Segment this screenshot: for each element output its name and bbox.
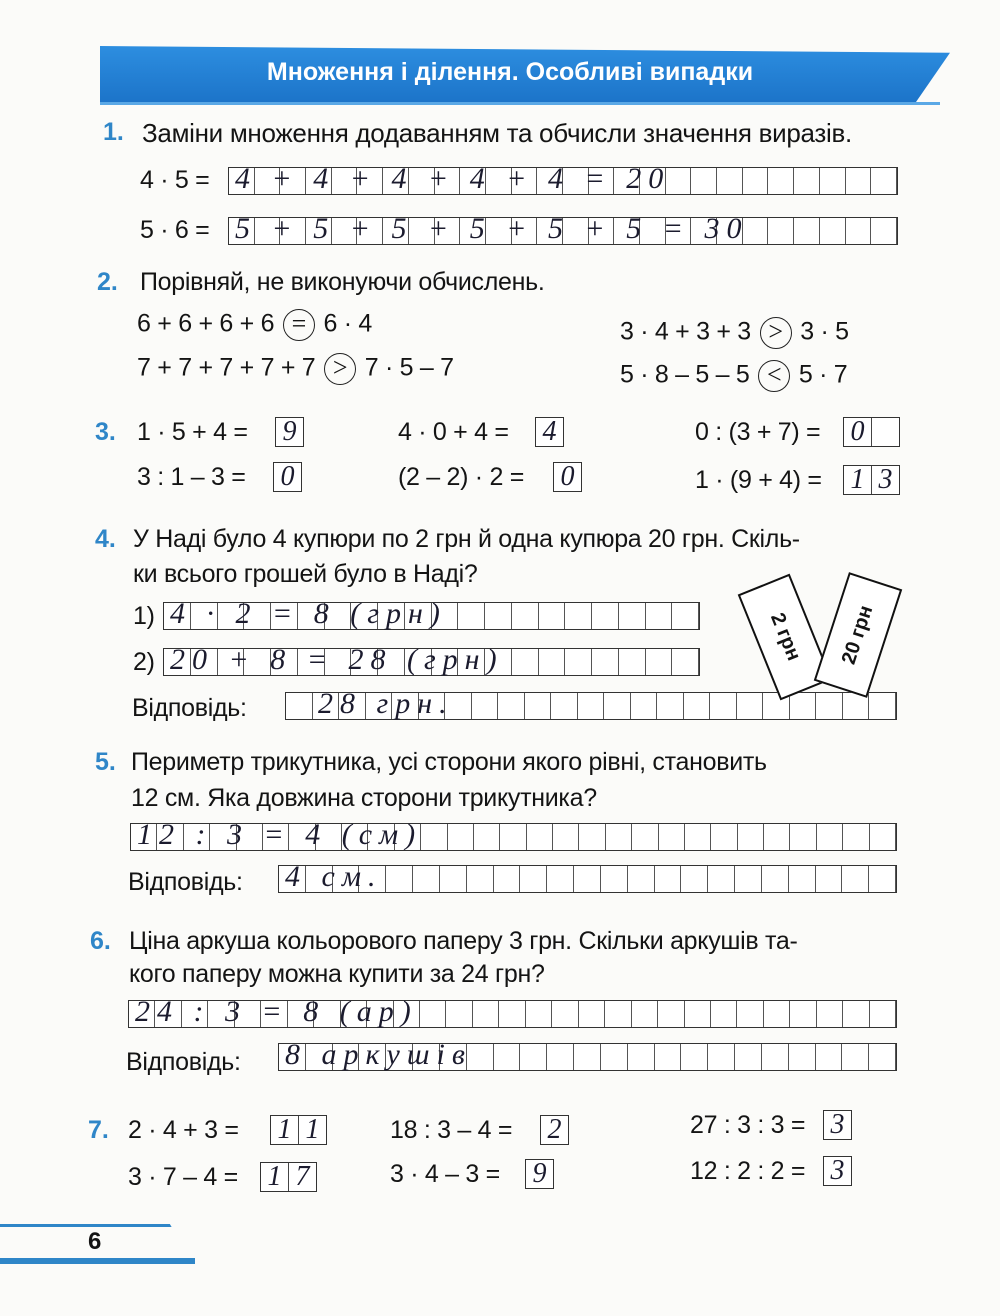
comparison-item <box>620 317 849 349</box>
equation-label: 1 · (9 + 4) = <box>695 466 822 494</box>
comparison-left: 6 + 6 + 6 + 6 <box>137 309 275 338</box>
answer-cell: 1 <box>305 1114 320 1145</box>
grid-cell <box>735 866 762 892</box>
grid-cell <box>551 693 578 719</box>
answer-box[interactable] <box>275 417 304 447</box>
answer-box[interactable] <box>553 462 582 492</box>
grid-cell <box>711 1001 737 1027</box>
answer-box[interactable] <box>540 1115 569 1145</box>
grid-cell <box>869 1044 896 1070</box>
equation-label: 27 : 3 : 3 = <box>690 1111 806 1139</box>
handwritten-answer: 5 + 5 + 5 + 5 + 5 + 5 = 30 <box>235 212 749 245</box>
grid-cell <box>762 866 789 892</box>
equation-label: (2 – 2) · 2 = <box>398 463 525 491</box>
grid-cell <box>762 1044 789 1070</box>
comparison-sign-circle[interactable]: > <box>760 317 792 349</box>
answer-cell: 1 <box>844 466 872 494</box>
answer-cell: 3 <box>830 1109 845 1140</box>
grid-cell <box>579 1001 605 1027</box>
grid-cell <box>520 866 547 892</box>
grid-cell <box>632 824 658 850</box>
grid-cell <box>842 1044 869 1070</box>
handwritten-answer: 20 + 8 = 28 (грн) <box>170 643 504 676</box>
grid-cell <box>843 1001 869 1027</box>
answer-cell <box>872 418 899 446</box>
grid-cell <box>499 1001 525 1027</box>
grid-cell <box>869 866 896 892</box>
grid-cell <box>574 866 601 892</box>
equation-label: 2 · 4 + 3 = <box>128 1116 239 1144</box>
grid-cell <box>672 603 699 629</box>
grid-cell <box>870 1001 896 1027</box>
answer-grid[interactable] <box>163 597 700 630</box>
handwritten-answer: 8 аркушів <box>285 1038 472 1071</box>
grid-cell <box>820 218 846 244</box>
equation-label: 3 · 7 – 4 = <box>128 1163 238 1191</box>
comparison-left: 7 + 7 + 7 + 7 + 7 <box>137 353 316 382</box>
answer-cell: 0 <box>844 418 872 446</box>
comparison-sign-circle[interactable]: < <box>758 360 790 392</box>
grid-cell <box>843 824 869 850</box>
grid-cell <box>547 1044 574 1070</box>
answer-cell: 3 <box>878 464 893 495</box>
grid-cell <box>657 693 684 719</box>
grid-cell <box>413 866 440 892</box>
grid-cell <box>421 824 447 850</box>
expression-label: 4 · 5 = <box>140 166 210 194</box>
grid-cell <box>494 1044 521 1070</box>
grid-cell <box>816 693 843 719</box>
comparison-item <box>620 360 847 392</box>
handwritten-answer: 4 · 2 = 8 (грн) <box>170 597 447 630</box>
task-text: Порівняй, не виконуючи обчислень. <box>140 268 545 296</box>
page-number: 6 <box>88 1228 102 1255</box>
answer-cell: 3 <box>830 1155 845 1186</box>
grid-cell <box>790 824 816 850</box>
grid-cell <box>386 866 413 892</box>
answer-label: Відповідь: <box>126 1048 241 1076</box>
comparison-item <box>137 309 372 341</box>
answer-box[interactable] <box>843 417 900 447</box>
answer-box[interactable] <box>270 1115 327 1145</box>
answer-label: Відповідь: <box>132 694 247 722</box>
handwritten-answer: 4 см. <box>285 860 383 893</box>
answer-box[interactable] <box>535 417 564 447</box>
grid-cell <box>574 1044 601 1070</box>
comparison-left: 3 · 4 + 3 + 3 <box>620 317 751 346</box>
grid-cell <box>286 693 313 719</box>
task-text: У Наді було 4 купюри по 2 грн й одна купюра 20 грн. Скіль- <box>133 525 800 553</box>
comparison-sign-circle[interactable]: > <box>324 353 356 385</box>
grid-cell <box>681 1044 708 1070</box>
grid-cell <box>789 866 816 892</box>
answer-grid[interactable] <box>278 1038 897 1071</box>
grid-cell <box>592 649 619 675</box>
equation-label: 18 : 3 – 4 = <box>390 1116 513 1144</box>
answer-box[interactable] <box>843 465 900 495</box>
grid-cell <box>743 168 769 194</box>
grid-cell <box>579 824 605 850</box>
grid-cell <box>420 1001 446 1027</box>
comparison-right: 5 · 7 <box>798 360 848 389</box>
grid-cell <box>768 218 794 244</box>
expression-label: 5 · 6 = <box>140 216 210 244</box>
task-number: 2. <box>97 268 118 296</box>
grid-cell <box>685 824 711 850</box>
step-label: 2) <box>133 648 155 676</box>
grid-cell <box>512 649 539 675</box>
grid-cell <box>547 866 574 892</box>
grid-cell <box>764 1001 790 1027</box>
grid-cell <box>485 603 512 629</box>
grid-cell <box>525 693 552 719</box>
grid-cell <box>473 1001 499 1027</box>
task-number: 4. <box>95 525 116 553</box>
task-text: ки всього грошей було в Наді? <box>133 560 478 588</box>
banknote-2-grn: 2 грн <box>738 574 833 701</box>
grid-cell <box>684 693 711 719</box>
grid-cell <box>512 603 539 629</box>
grid-cell <box>606 824 632 850</box>
answer-box[interactable] <box>823 1156 852 1186</box>
answer-cell: 7 <box>295 1161 310 1192</box>
handwritten-solution: 24 : 3 = 8 (ар) <box>135 995 418 1028</box>
task-number: 1. <box>103 118 124 146</box>
task-text: Заміни множення додаванням та обчисли значення виразів. <box>142 118 852 148</box>
task-text: Периметр трикутника, усі сторони якого рівні, становить <box>131 748 767 776</box>
grid-cell <box>619 603 646 629</box>
handwritten-answer: 4 + 4 + 4 + 4 + 4 = 20 <box>235 162 671 195</box>
answer-label: Відповідь: <box>128 868 243 896</box>
grid-cell <box>578 693 605 719</box>
grid-cell <box>494 866 521 892</box>
grid-cell <box>553 824 579 850</box>
task-text: 12 см. Яка довжина сторони трикутника? <box>131 784 597 812</box>
grid-cell <box>658 1001 684 1027</box>
grid-cell <box>467 866 494 892</box>
grid-cell <box>655 866 682 892</box>
grid-cell <box>500 824 526 850</box>
answer-cell: 2 <box>547 1114 562 1145</box>
answer-grid[interactable] <box>163 643 700 676</box>
grid-cell <box>526 1001 552 1027</box>
answer-cell: 0 <box>280 461 295 492</box>
task-text: кого паперу можна купити за 24 грн? <box>129 960 545 988</box>
task-number: 3. <box>95 418 116 446</box>
grid-cell <box>472 693 499 719</box>
grid-cell <box>764 824 790 850</box>
grid-cell <box>820 168 846 194</box>
grid-cell <box>708 866 735 892</box>
grid-cell <box>842 866 869 892</box>
grid-cell <box>711 824 737 850</box>
answer-cell: 1 <box>261 1163 289 1191</box>
grid-cell <box>790 1001 816 1027</box>
task-number: 5. <box>95 748 116 776</box>
task-text: Ціна аркуша кольорового паперу 3 грн. Скільки аркушів та- <box>129 927 798 955</box>
grid-cell <box>632 1001 658 1027</box>
answer-box[interactable] <box>525 1159 554 1189</box>
comparison-right: 7 · 5 – 7 <box>364 353 454 382</box>
grid-cell <box>552 1001 578 1027</box>
grid-cell <box>619 649 646 675</box>
grid-cell <box>737 1001 763 1027</box>
grid-cell <box>498 693 525 719</box>
grid-cell <box>817 824 843 850</box>
comparison-sign-circle[interactable]: = <box>283 309 315 341</box>
grid-cell <box>565 649 592 675</box>
page-title: Множення і ділення. Особливі випадки <box>266 58 754 86</box>
grid-cell <box>646 603 673 629</box>
equation-label: 3 · 4 – 3 = <box>390 1160 500 1188</box>
answer-box[interactable] <box>260 1162 317 1192</box>
grid-cell <box>646 649 673 675</box>
grid-cell <box>440 866 467 892</box>
grid-cell <box>527 824 553 850</box>
answer-box[interactable] <box>273 462 302 492</box>
grid-cell <box>817 1001 843 1027</box>
comparison-right: 3 · 5 <box>800 317 849 346</box>
grid-cell <box>604 693 631 719</box>
grid-cell <box>790 693 817 719</box>
grid-cell <box>446 1001 472 1027</box>
grid-cell <box>628 866 655 892</box>
comparison-left: 5 · 8 – 5 – 5 <box>620 360 750 389</box>
grid-cell <box>871 218 897 244</box>
answer-cell: 0 <box>560 461 575 492</box>
grid-cell <box>816 866 843 892</box>
handwritten-solution: 12 : 3 = 4 (см) <box>137 818 423 851</box>
grid-cell <box>458 603 485 629</box>
grid-cell <box>846 168 872 194</box>
grid-cell <box>738 824 764 850</box>
answer-cell: 9 <box>282 416 297 447</box>
equation-label: 4 · 0 + 4 = <box>398 418 509 446</box>
task-number: 7. <box>88 1116 109 1144</box>
task-number: 6. <box>90 927 111 955</box>
grid-cell <box>794 218 820 244</box>
grid-cell <box>601 866 628 892</box>
grid-cell <box>681 866 708 892</box>
grid-cell <box>628 1044 655 1070</box>
grid-cell <box>539 649 566 675</box>
equation-label: 1 · 5 + 4 = <box>137 418 248 446</box>
comparison-right: 6 · 4 <box>323 309 373 338</box>
grid-cell <box>768 168 794 194</box>
grid-cell <box>605 1001 631 1027</box>
answer-cell: 4 <box>542 416 557 447</box>
grid-cell <box>710 693 737 719</box>
step-label: 1) <box>133 602 155 630</box>
answer-grid[interactable] <box>278 860 897 893</box>
answer-cell: 1 <box>271 1116 299 1144</box>
grid-cell <box>601 1044 628 1070</box>
answer-grid[interactable] <box>228 162 898 195</box>
grid-cell <box>565 603 592 629</box>
grid-cell <box>737 693 764 719</box>
solution-grid[interactable] <box>128 995 897 1028</box>
grid-cell <box>871 168 897 194</box>
grid-cell <box>816 1044 843 1070</box>
equation-label: 3 : 1 – 3 = <box>137 463 246 491</box>
grid-cell <box>672 649 699 675</box>
equation-label: 12 : 2 : 2 = <box>690 1157 806 1185</box>
answer-grid[interactable] <box>285 687 897 720</box>
grid-cell <box>691 168 717 194</box>
grid-cell <box>735 1044 762 1070</box>
grid-cell <box>659 824 685 850</box>
comparison-item <box>137 353 454 385</box>
answer-cell: 9 <box>532 1158 547 1189</box>
handwritten-answer: 28 грн. <box>318 687 454 720</box>
answer-box[interactable] <box>823 1110 852 1140</box>
grid-cell <box>520 1044 547 1070</box>
title-banner-underline <box>100 102 940 105</box>
equation-label: 0 : (3 + 7) = <box>695 418 821 446</box>
solution-grid[interactable] <box>130 818 897 851</box>
grid-cell <box>631 693 658 719</box>
grid-cell <box>789 1044 816 1070</box>
page-number-bar <box>0 1258 195 1264</box>
grid-cell <box>794 168 820 194</box>
grid-cell <box>685 1001 711 1027</box>
grid-cell <box>870 824 896 850</box>
grid-cell <box>846 218 872 244</box>
banknote-20-grn: 20 грн <box>814 572 902 698</box>
grid-cell <box>474 824 500 850</box>
grid-cell <box>539 603 566 629</box>
grid-cell <box>448 824 474 850</box>
grid-cell <box>655 1044 682 1070</box>
grid-cell <box>592 603 619 629</box>
grid-cell <box>869 693 896 719</box>
answer-grid[interactable] <box>228 212 898 245</box>
grid-cell <box>717 168 743 194</box>
grid-cell <box>708 1044 735 1070</box>
